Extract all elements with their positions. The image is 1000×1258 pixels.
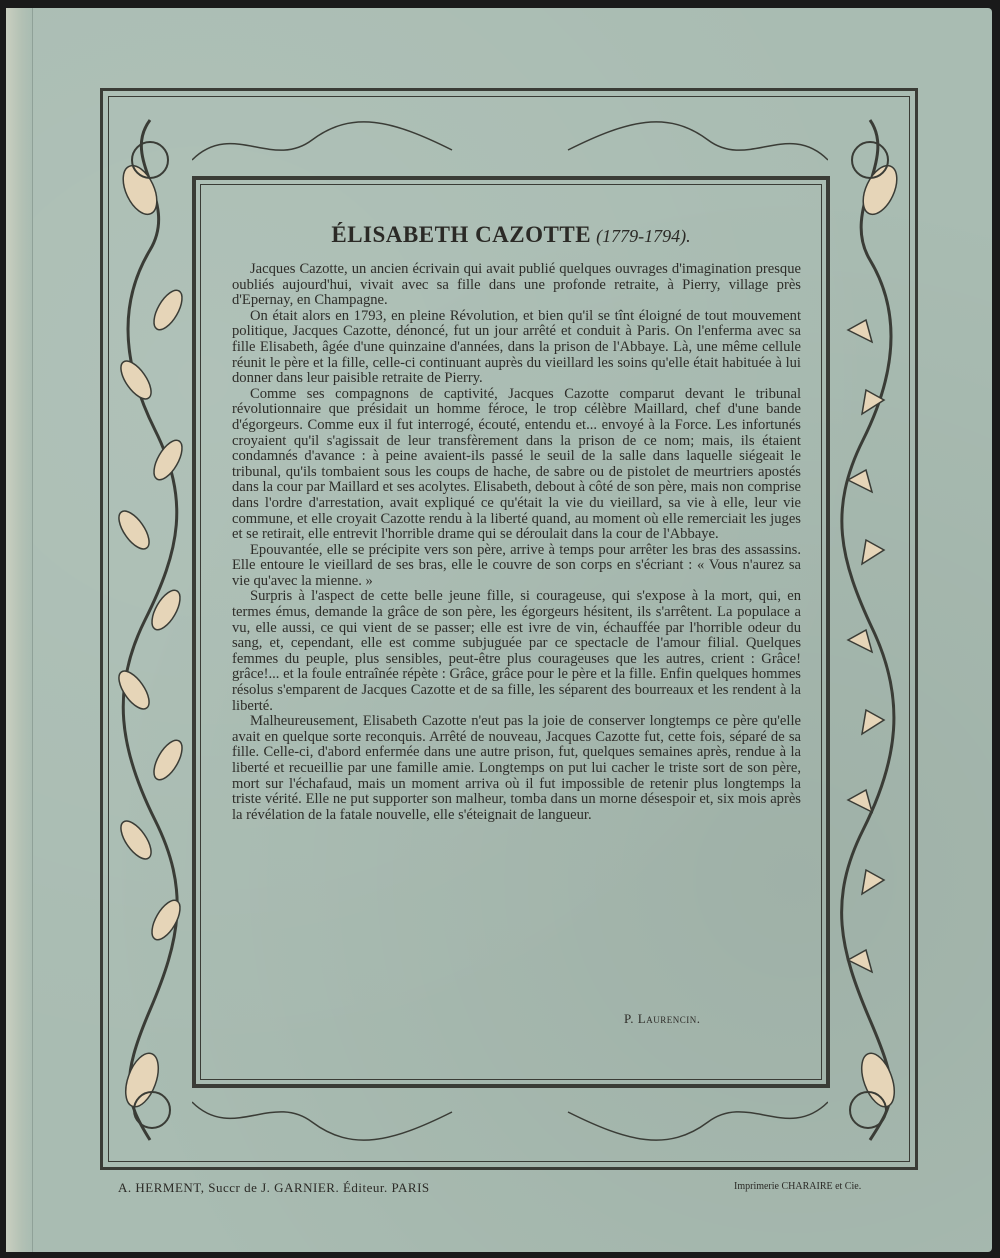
bottom-scroll-ornament: [192, 1088, 828, 1162]
paragraph: On était alors en 1793, en pleine Révolution, et bien qu'il se tînt éloigné de tout mouvement politique, Jacques Cazotte, dénoncé, fut un jour arrêté et conduit à Paris. On l'enferma avec sa fille Elisabeth, âgée d'une quinzaine d'années, dans la prison de l'Abbaye. Là, une même cellule réunit le père et la fille, celle-ci continuant auprès du vieillard les soins qu'elle était habituée à lui donner dans leur paisible retraite de Pierry.: [232, 307, 801, 387]
left-vine-ornament: [110, 100, 192, 1162]
author-signature: P. Laurencin.: [624, 1011, 701, 1026]
paragraph: Comme ses compagnons de captivité, Jacques Cazotte comparut devant le tribunal révolutionnaire que présidait un homme féroce, le trop célèbre Maillard, chef d'une bande d'égorgeurs. Comme eux il fut interrogé, écouté, entendu et... envoyé à la Force. Les infortunés croyaient qu'il s'agissait de leur transfèrement dans la prison de ce nom; mais, ils étaient condamnés d'avance : à peine avaient-ils passé le seuil de la salle dans laquelle siégeait le tribunal, qu'ils tombaient sous les coups de hache, de sabre ou de pistolet de meurtriers apostés dans la cour par Maillard et ses acolytes. Elisabeth, debout à côté de son père, mais non comprise dans l'ordre d'arrestation, avait expliqué ce qu'était la vie du vieillard, sa vie à elle, leur vie commune, et elle croyait Cazotte rendu à la liberté quand, au moment où elle remerciait les juges et se retirait, elle entrevit l'horrible drame qui se déroulait dans la cour de l'Abbaye.: [232, 385, 801, 543]
title-dates: (1779-1794).: [596, 226, 691, 246]
page-edge: [6, 8, 33, 1252]
paragraph: Epouvantée, elle se précipite vers son père, arrive à temps pour arrêter les bras des assassins. Elle entoure le vieillard de ses bras, elle le couvre de son corps en s'écriant : « Vous n'aurez sa vie qu'avec la mienne. »: [232, 541, 801, 589]
paragraph: Jacques Cazotte, un ancien écrivain qui avait publié quelques ouvrages d'imagination presque oubliés aujourd'hui, vivait avec sa fille dans une profonde retraite, à Pierry, village près d'Epernay, en Champagne.: [232, 261, 801, 309]
publisher-imprint: A. HERMENT, Succr de J. GARNIER. Éditeur. PARIS: [118, 1180, 430, 1195]
title-name: ÉLISABETH CAZOTTE: [331, 222, 592, 247]
right-vine-ornament: [828, 100, 910, 1162]
paragraph: Malheureusement, Elisabeth Cazotte n'eut pas la joie de conserver longtemps ce père qu'elle avait en quelque sorte reconquis. Arrêté de nouveau, Jacques Cazotte fut, cette fois, séparé de sa fille. Celle-ci, d'abord enfermée dans une autre prison, fut, quelques semaines après, rendue à la liberté et recueillie par une famille amie. Longtemps on put lui cacher le triste sort de son père, mort sur l'échafaud, mais un moment arriva où il fut impossible de retenir plus longtemps la triste vérité. Elle ne put supporter son malheur, tomba dans un morne désespoir et, six mois après la révélation de la fatale nouvelle, elle s'éteignait de langueur.: [232, 713, 801, 823]
paragraph: Surpris à l'aspect de cette belle jeune fille, si courageuse, qui s'expose à la mort, qui, en termes émus, demande la grâce de son père, les égorgeurs hésitent, ils s'arrêtent. La populace a vu, elle aussi, ce qui vient de se passer; elle est ivre de vin, échauffée par l'horrible odeur du sang, et, cependant, elle est comme subjuguée par ce spectacle de l'amour filial. Quelques femmes du peuple, plus sensibles, peut-être plus courageuses que les autres, crient : Grâce! grâce!... et la foule entraînée répète : Grâce, grâce pour le père et la fille. Enfin quelques hommes résolus s'emparent de Jacques Cazotte et de sa fille, les séparent des bourreaux et les rendent à la liberté.: [232, 588, 801, 714]
top-scroll-ornament: [192, 100, 828, 176]
article-body: [232, 262, 801, 823]
printer-imprint: Imprimerie CHARAIRE et Cie.: [734, 1181, 862, 1192]
article-title: [200, 222, 822, 248]
